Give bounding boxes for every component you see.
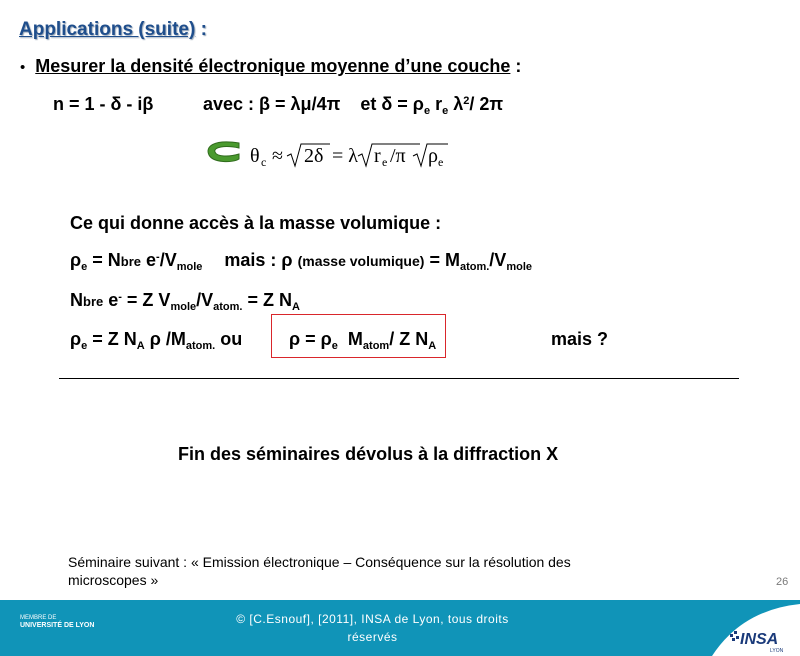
formula-definitions: avec : β = λμ/4π et $\delta = \rho_e$ $r_e$ $\lambda^2/$ 2π xyxy=(203,94,504,117)
svg-text:LYON: LYON xyxy=(770,648,784,654)
svg-text:r: r xyxy=(374,145,381,167)
section-heading: Ce qui donne accès à la masse volumique : xyxy=(70,213,442,233)
svg-text:θ: θ xyxy=(250,145,260,167)
svg-text:c: c xyxy=(261,155,267,169)
svg-text:ρ: ρ xyxy=(428,145,438,167)
critical-angle-formula xyxy=(250,140,450,174)
svg-text:INSA: INSA xyxy=(740,631,779,648)
bullet-text: Mesurer la densité électronique moyenne d’une couche xyxy=(35,56,511,76)
bullet-line: • Mesurer la densité électronique moyenne d’une couche : xyxy=(20,56,522,76)
divider xyxy=(59,378,739,379)
next-seminar-note: Séminaire suivant : « Emission électronique – Conséquence sur la résolution des microscopes » xyxy=(68,554,571,588)
formula-index: n = 1 - δ - iβ xyxy=(53,94,154,114)
density-line: $\rho_e$ = Nbre $e^-/V_{mole}$ mais : ρ (masse volumique) = $M_{atom.}/V_{mole}$ xyxy=(70,250,532,273)
svg-text:e: e xyxy=(438,155,444,169)
udl-logo: MEMBRE DE UNIVERSITÉ DE LYON xyxy=(20,615,95,629)
page-number: 26 xyxy=(776,576,789,588)
svg-text:2δ: 2δ xyxy=(304,145,324,167)
svg-text:e: e xyxy=(382,155,388,169)
insa-logo xyxy=(712,604,800,656)
slide-title: Applications (suite) : xyxy=(19,19,207,40)
question-text: mais ? xyxy=(551,329,609,349)
svg-text:= λ: = λ xyxy=(332,145,358,167)
svg-text:≈: ≈ xyxy=(272,145,283,167)
copyright-text: © [C.Esnouf], [2011], INSA de Lyon, tous droits réservés xyxy=(236,612,509,644)
closing-statement: Fin des séminaires dévolus à la diffraction X xyxy=(178,444,559,464)
bullet-marker: • xyxy=(20,59,26,76)
electron-count-line: Nbre e- = Z $V_{mole}/V_{atom.} = Z$ $N_A$ xyxy=(70,290,300,313)
boxed-formula: $\rho = \rho_e$ $M_{atom}/$ Z $N_A$ xyxy=(289,329,437,352)
final-relation-line: $\rho_e = Z$ $N_A$ ρ $/M_{atom.}$ ou xyxy=(70,329,243,352)
svg-text:/π: /π xyxy=(390,145,406,167)
curved-arrow-icon xyxy=(203,137,243,167)
